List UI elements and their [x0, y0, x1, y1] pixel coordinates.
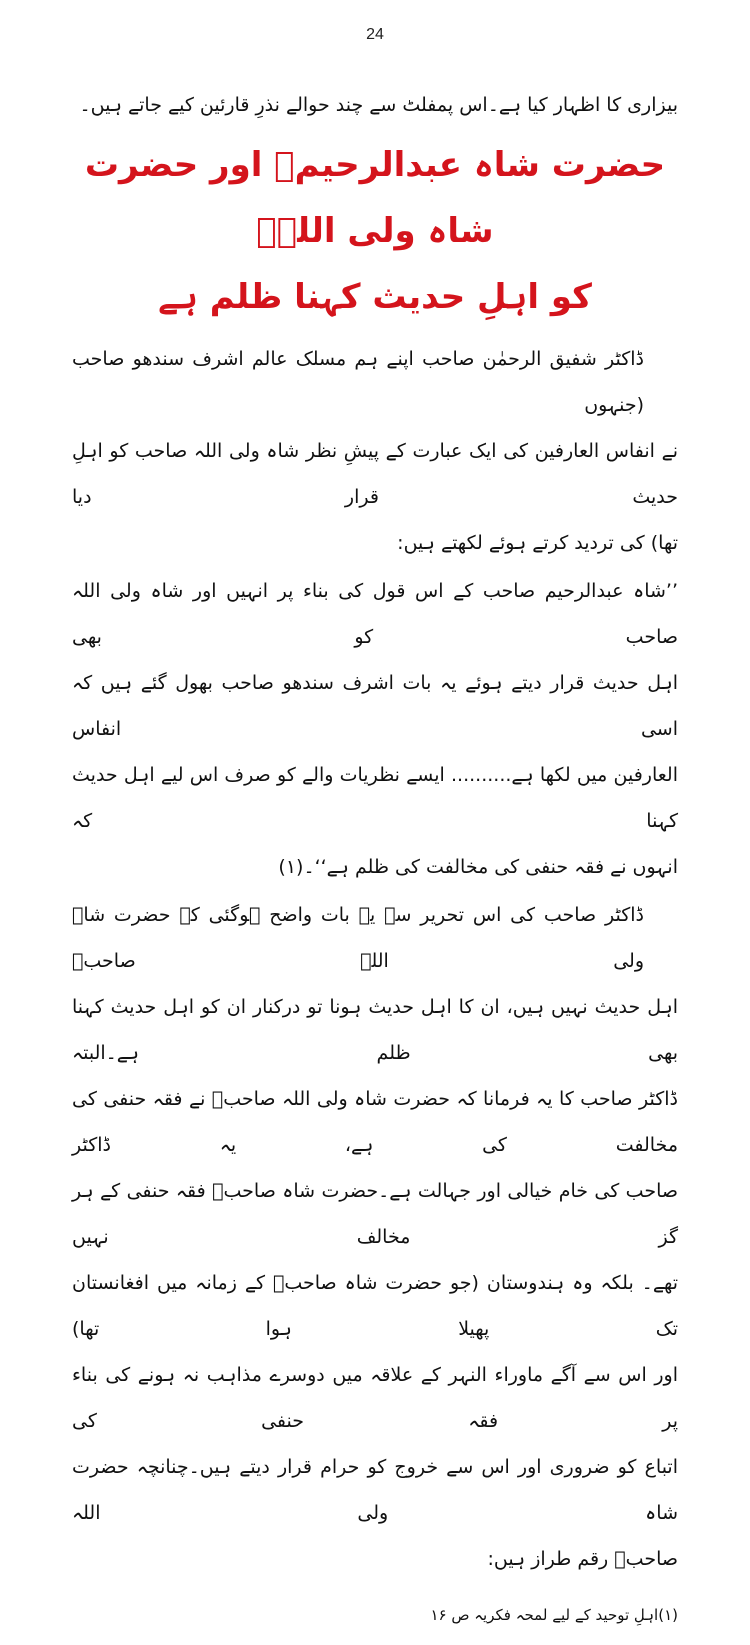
page-body [72, 82, 678, 1645]
paragraph-2-line: ڈاکٹر صاحب کا یہ فرمانا کہ حضرت شاہ ولی اللہ صاحبؒ نے فقہ حنفی کی مخالفت کی ہے، یہ ڈاکٹر [72, 1088, 678, 1156]
intro-line: بیزاری کا اظہار کیا ہے۔اس پمفلٹ سے چند حوالے نذرِ قارئین کیے جاتے ہیں۔ [79, 94, 678, 116]
paragraph-1-line: ڈاکٹر شفیق الرحمٰن صاحب اپنے ہم مسلک عالم اشرف سندھو صاحب (جنہوں [72, 348, 644, 416]
paragraph-2-line: اہل حدیث نہیں ہیں، ان کا اہل حدیث ہونا تو درکنار ان کو اہل حدیث کہنا بھی ظلم ہے۔البتہ [72, 996, 678, 1064]
quotation-line: ’’شاہ عبدالرحیم صاحب کے اس قول کی بناء پر انہیں اور شاہ ولی اللہ صاحب کو بھی [72, 580, 678, 648]
paragraph-1-line: تھا) کی تردید کرتے ہوئے لکھتے ہیں: [397, 532, 678, 554]
paragraph-1 [72, 336, 678, 566]
section-heading-line-2: کو اہلِ حدیث کہنا ظلم ہے [158, 277, 592, 317]
paragraph-2-line: ڈاکٹر صاحب کی اس تحریر سے یہ بات واضح ہوگئی کہ حضرت شاہ ولی اللہ صاحبؒ [72, 904, 644, 972]
paragraph-2-line: اتباع کو ضروری اور اس سے خروج کو حرام قرار دیتے ہیں۔چنانچہ حضرت شاہ ولی اللہ [72, 1456, 678, 1524]
footnote: (۱)اہلِ توحید کے لیے لمحہ فکریہ ص ۱۶ [430, 1606, 678, 1624]
paragraph-2-line: تھے۔ بلکہ وہ ہندوستان (جو حضرت شاہ صاحبؒ کے زمانہ میں افغانستان تک پھیلا ہوا تھا) [72, 1272, 678, 1340]
paragraph-2-line: صاحبؒ رقم طراز ہیں: [487, 1548, 678, 1570]
quotation [72, 568, 678, 890]
quotation-line: انہوں نے فقہ حنفی کی مخالفت کی ظلم ہے‘‘۔(۱) [278, 856, 678, 878]
quotation-line: العارفین میں لکھا ہے.......... ایسے نظریات والے کو صرف اس لیے اہل حدیث کہنا کہ [72, 764, 678, 832]
paragraph-2 [72, 892, 678, 1582]
section-heading-line-1: حضرت شاہ عبدالرحیمؒ اور حضرت شاہ ولی اللہؒ [84, 145, 666, 251]
quotation-line: اہل حدیث قرار دیتے ہوئے یہ بات اشرف سندھو صاحب بھول گئے ہیں کہ اسی انفاس [72, 672, 678, 740]
paragraph-1-line: نے انفاس العارفین کی ایک عبارت کے پیشِ نظر شاہ ولی اللہ صاحب کو اہلِ حدیث قرار دیا [72, 440, 678, 508]
paragraph-2-line: صاحب کی خام خیالی اور جہالت ہے۔حضرت شاہ صاحبؒ فقہ حنفی کے ہر گز مخالف نہیں [72, 1180, 678, 1248]
paragraph-2-line: اور اس سے آگے ماوراء النہر کے علاقہ میں دوسرے مذاہب نہ ہونے کی بناء پر فقہ حنفی کی [72, 1364, 678, 1432]
page-number: 24 [366, 26, 384, 43]
